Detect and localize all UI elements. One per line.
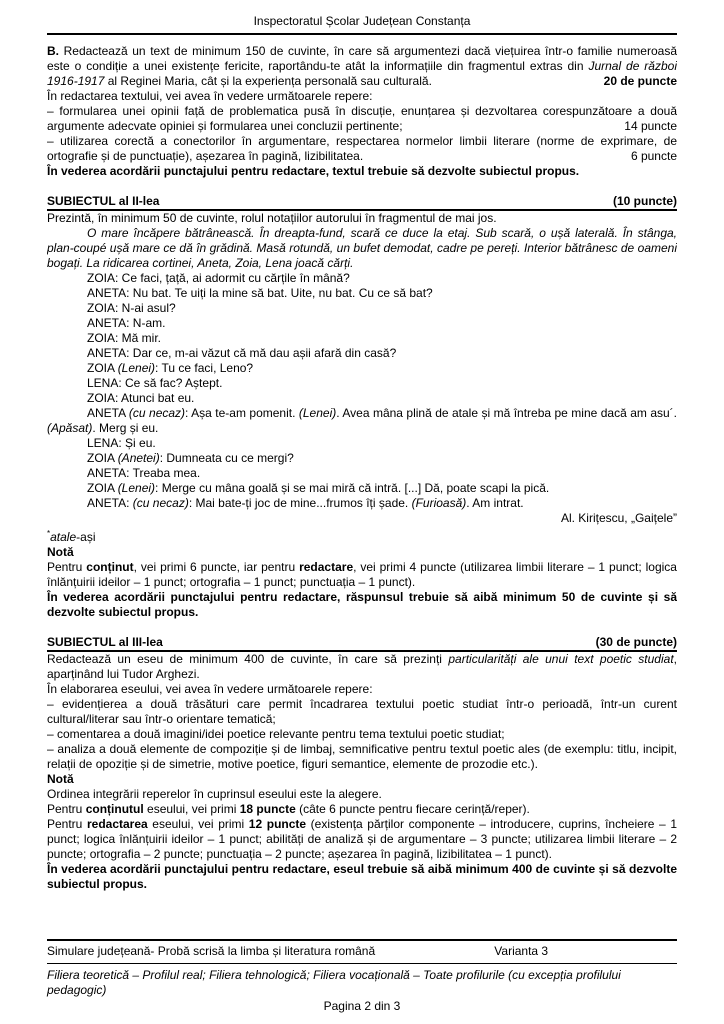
text-run: Pentru: [47, 560, 87, 574]
nota-heading: [47, 772, 677, 787]
text-run: . Am intrat.: [466, 496, 524, 510]
text-run: redactare: [299, 560, 354, 574]
paragraph-warning: [47, 862, 677, 892]
text-run: conținutul: [85, 802, 144, 816]
dialog-line: [47, 346, 677, 361]
text-run: În vederea acordării punctajului pentru redactare, textul trebuie să dezvolte subiectul propus.: [47, 164, 580, 178]
stage-directions: [47, 226, 677, 271]
text-run: – utilizarea corectă a conectorilor în argumentare, respectarea normelor limbii literare (norme de exprimare, de ortografie și de punctuație), așezarea în pagină, lizibilitatea.: [47, 134, 677, 163]
text-run: LENA: Ce să fac? Aștept.: [87, 376, 223, 390]
text-run: În redactarea textului, vei avea în vedere următoarele repere:: [47, 89, 373, 103]
footer-filiera-row: [47, 963, 677, 1014]
text-run: (Lenei): [117, 361, 156, 375]
text-run: 18 puncte: [239, 802, 296, 816]
text-run: particularități ale unui text poetic studiat: [448, 652, 674, 666]
text-run: eseului, vei primi: [147, 817, 249, 831]
author-line: [47, 511, 677, 526]
text-run: – evidențierea a două trăsături care permit încadrarea textului poetic studiat într-o perioadă, într-un curent cultural/literar sau într-o orientare tematică;: [47, 697, 677, 726]
page-footer: [47, 935, 677, 1014]
points-value: (30 de puncte): [595, 635, 677, 649]
text-run: . Merg și eu.: [92, 421, 159, 435]
text-run: ZOIA: [87, 451, 118, 465]
paragraph: [47, 89, 677, 104]
text-run: ANETA: N-am.: [87, 316, 166, 330]
text-run: Notă: [47, 545, 74, 559]
text-run: , vei primi 4 puncte (utilizarea limbii literare – 1 punct; logica înlănțuirii ideilor – 1 punct; ortografia – 1 punct; punctuația – 1 punct).: [47, 560, 677, 589]
paragraph-b: [47, 44, 677, 89]
text-run: (Apăsat): [47, 421, 93, 435]
paragraph: [47, 787, 677, 802]
text-run: , vei primi 6 puncte, iar pentru: [133, 560, 300, 574]
points-value: 14 puncte: [624, 119, 677, 133]
text-run: Notă: [47, 772, 74, 786]
text-run: ANETA:: [87, 496, 133, 510]
dialog-line: [47, 466, 677, 481]
text-run: : Merge cu mâna goală și se mai miră că intră. [...] Dă, poate scapi la pică.: [155, 481, 550, 495]
dialog-line: [47, 451, 677, 466]
dialog-line: [47, 286, 677, 301]
text-run: Pentru: [47, 802, 86, 816]
dialog-line: [47, 496, 677, 511]
text-run: *: [47, 529, 51, 538]
footer-page-number: Pagina 2 din 3: [323, 999, 401, 1013]
text-run: : Așa te-am pomenit.: [185, 406, 299, 420]
text-run: – analiza a două elemente de compoziție și de limbaj, semnificative pentru textul poetic ales (de exemplu: titlu, incipit, relații de opoziție și de simetrie, motive poetice, figuri semantice, elemente de prozodie etc.).: [47, 742, 677, 771]
text-run: (cu necaz): [128, 406, 186, 420]
text-run: – comentarea a două imagini/idei poetice relevante pentru tema textului poetic studiat;: [47, 727, 505, 741]
text-run: : Tu ce faci, Leno?: [155, 361, 254, 375]
text-run: – formularea unei opinii față de problematica pusă în discuție, enunțarea și dezvoltarea corespunzătoare a două argumente adecvate opiniei și formularea unei concluzii pertinente;: [47, 104, 677, 133]
dialog-line: [47, 316, 677, 331]
text-run: ANETA: Treaba mea.: [87, 466, 201, 480]
paragraph-reper-2: [47, 134, 677, 164]
text-run: (existența părților componente – introducere, cuprins, încheiere – 1 punct; logica înlănțuirii ideilor – 1 punct; abilități de analiză și de argumentare – 3 puncte; utilizarea limbii literare – 2 puncte; ortografia – 2 puncte; punctuația – 2 puncte; așezarea în pagină, lizibilitatea – 1 punct).: [47, 817, 677, 861]
text-run: (Anetei): [117, 451, 160, 465]
text-run: redactarea: [86, 817, 148, 831]
footer-filiera-note: Filiera teoretică – Profilul real; Filiera tehnologică; Filiera vocațională – Toate profilurile (cu excepția profilului pedagogic): [47, 968, 621, 997]
text-run: ZOIA: [87, 361, 118, 375]
text-run: , aparținând lui Tudor Arghezi.: [47, 652, 677, 681]
text-run: 12 puncte: [248, 817, 307, 831]
paragraph-warning: [47, 164, 677, 179]
text-run: Prezintă, în minimum 50 de cuvinte, rolul notațiilor autorului în fragmentul de mai jos.: [47, 211, 497, 225]
text-run: : Mai bate-ți joc de mine...frumos îți șade.: [188, 496, 412, 510]
text-run: conținut: [86, 560, 134, 574]
subiect-3-heading: [47, 635, 677, 652]
paragraph-warning: [47, 590, 677, 620]
text-run: al Reginei Maria, cât și la experiența personală sau culturală.: [104, 74, 432, 88]
text-run: ANETA: Dar ce, m-ai văzut că mă dau așii afară din casă?: [87, 346, 397, 360]
text-run: SUBIECTUL al II-lea: [47, 194, 160, 208]
paragraph: [47, 211, 677, 226]
text-run: În vederea acordării punctajului pentru redactare, răspunsul trebuie să aibă minimum 50 de cuvinte și să dezvolte subiectul propus.: [47, 590, 677, 619]
dialog-line: [47, 376, 677, 391]
text-run: În vederea acordării punctajului pentru redactare, eseul trebuie să aibă minimum 400 de cuvinte și să dezvolte subiectul propus.: [47, 862, 677, 891]
text-run: Al. Kirițescu, „Gaițele”: [560, 511, 677, 525]
text-run: În elaborarea eseului, vei avea în vedere următoarele repere:: [47, 682, 373, 696]
text-run: (Lenei): [298, 406, 337, 420]
paragraph-scoring: [47, 802, 677, 817]
text-run: O mare încăpere bătrânească. În dreapta-fund, scară ce duce la etaj. Sub scară, o ușă laterală. În stânga, plan-coupé ușă mare ce dă în grădină. Masă rotundă, un bufet demodat, cadre pe pereți. Interior bătrânesc de oameni bogați. La ridicarea cortinei, Aneta, Zoia, Lena joacă cărți.: [47, 226, 677, 270]
dialog-line: [47, 361, 677, 376]
paragraph-reper-1: [47, 697, 677, 727]
dialog-line: [47, 301, 677, 316]
text-run: eseului, vei primi: [143, 802, 240, 816]
dialog-line: [47, 271, 677, 286]
text-run: ZOIA: Atunci bat eu.: [87, 391, 195, 405]
paragraph-scoring: [47, 560, 677, 590]
text-run: Ordinea integrării reperelor în cuprinsul eseului este la alegere.: [47, 787, 382, 801]
text-run: B.: [47, 44, 59, 58]
dialog-line: [47, 331, 677, 346]
dialog-line: [47, 481, 677, 496]
paragraph-reper-2: [47, 727, 677, 742]
nota-heading: [47, 545, 677, 560]
text-run: atale: [50, 530, 77, 544]
text-run: ZOIA: Mă mir.: [87, 331, 162, 345]
points-value: (10 puncte): [612, 194, 677, 208]
text-run: -ași: [76, 530, 96, 544]
paragraph-scoring: [47, 817, 677, 862]
points-value: 20 de puncte: [603, 74, 677, 88]
footer-exam-row: [47, 939, 677, 963]
paragraph: [47, 652, 677, 682]
paragraph: [47, 682, 677, 697]
text-run: ZOIA: Ce faci, țață, ai adormit cu cărțile în mână?: [87, 271, 350, 285]
text-run: (Furioasă): [411, 496, 467, 510]
text-run: ANETA: Nu bat. Te uiți la mine să bat. Uite, nu bat. Cu ce să bat?: [87, 286, 433, 300]
points-value: 6 puncte: [630, 149, 677, 163]
dialog-line: [47, 436, 677, 451]
text-run: LENA: Și eu.: [87, 436, 156, 450]
document-body: [47, 35, 677, 935]
page-header: [47, 14, 677, 35]
text-run: Redactează un text de minimum 150 de cuvinte, în care să argumentezi dacă viețuirea într-o familie numeroasă este o condiție a unei existențe fericite, raportându-te atât la informațiile din fragmentul extras din: [47, 44, 677, 73]
text-run: Jurnal de război 1916-1917: [47, 59, 677, 88]
footnote: [47, 526, 677, 545]
text-run: Redactează un eseu de minimum 400 de cuvinte, în care să prezinți: [47, 652, 449, 666]
institution-title: Inspectoratul Școlar Județean Constanța: [47, 14, 677, 35]
text-run: : Dumneata cu ce mergi?: [159, 451, 294, 465]
text-run: (cu necaz): [132, 496, 189, 510]
text-run: . Avea mâna plină de atale și mă întreba pe mine dacă am asu´.: [336, 406, 677, 420]
paragraph-reper-1: [47, 104, 677, 134]
text-run: ZOIA: [87, 481, 118, 495]
dialog-line: [47, 391, 677, 406]
text-run: (câte 6 puncte pentru fiecare cerință/reper).: [295, 802, 530, 816]
footer-exam-title: Simulare județeană- Probă scrisă la limba și literatura română: [47, 944, 376, 958]
text-run: SUBIECTUL al III-lea: [47, 635, 163, 649]
text-run: (Lenei): [117, 481, 156, 495]
text-run: Pentru: [47, 817, 87, 831]
dialog-line: [47, 406, 677, 436]
subiect-2-heading: [47, 194, 677, 211]
paragraph-reper-3: [47, 742, 677, 772]
footer-variant: Varianta 3: [494, 944, 549, 958]
text-run: ANETA: [87, 406, 129, 420]
text-run: ZOIA: N-ai asul?: [87, 301, 176, 315]
